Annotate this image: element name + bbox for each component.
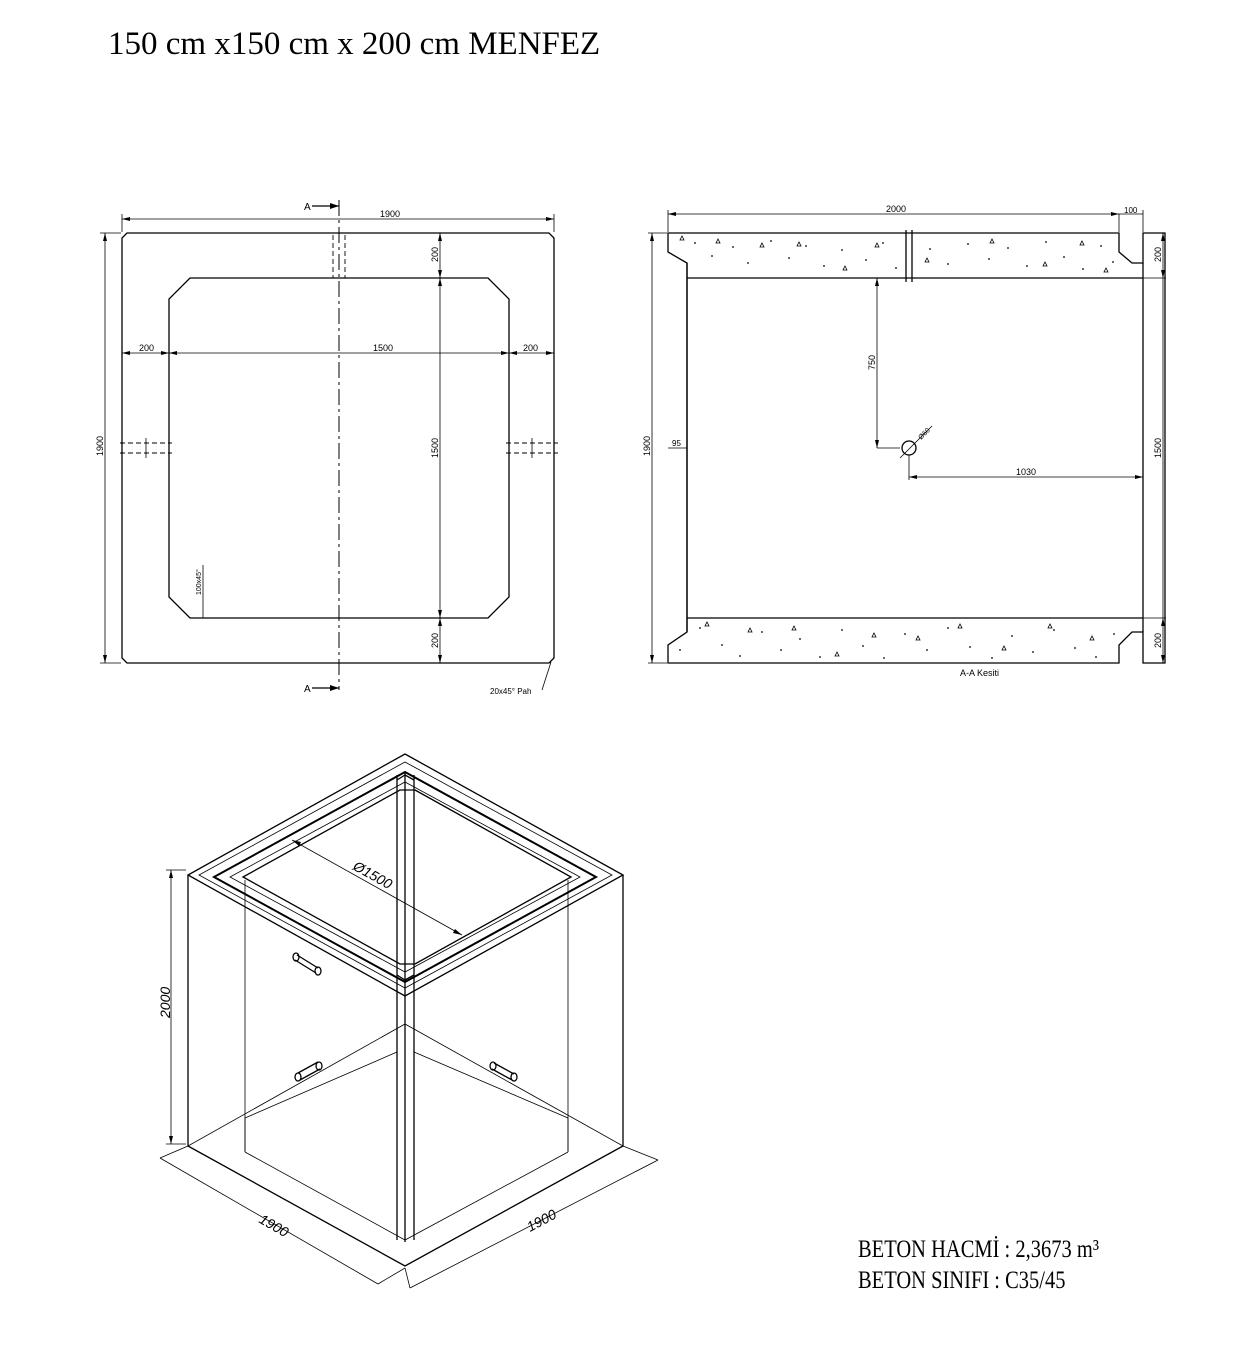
class-row xyxy=(858,1265,1099,1296)
section-dim-height xyxy=(642,233,687,663)
section-marker-top xyxy=(304,202,339,213)
iso-view xyxy=(157,754,658,1288)
section-dim-length xyxy=(668,204,1143,232)
drawing-title: 150 cm x150 cm x 200 cm MENFEZ xyxy=(108,26,601,62)
svg-text:1900: 1900 xyxy=(256,1210,292,1241)
svg-text:1030: 1030 xyxy=(1016,467,1037,477)
plan-right-hole xyxy=(506,438,558,458)
concrete-hatch-bottom xyxy=(679,622,1115,659)
concrete-hatch-top xyxy=(680,236,1114,272)
svg-text:200: 200 xyxy=(139,343,155,353)
plan-dim-horizontal-row xyxy=(122,343,554,355)
svg-text:200: 200 xyxy=(430,246,440,262)
svg-text:1500: 1500 xyxy=(1153,437,1163,458)
svg-text:20x45° Pah: 20x45° Pah xyxy=(490,687,532,696)
plan-left-hole xyxy=(120,438,172,458)
svg-text:Ø60: Ø60 xyxy=(917,427,932,442)
svg-text:200: 200 xyxy=(523,343,539,353)
iso-dim-opening xyxy=(292,840,462,935)
section-view xyxy=(642,204,1166,678)
svg-text:2000: 2000 xyxy=(157,986,173,1018)
svg-text:1900: 1900 xyxy=(380,209,401,219)
volume-value: : 2,3673 m³ xyxy=(1004,1236,1099,1263)
svg-text:100: 100 xyxy=(1124,206,1138,215)
iso-corner-post-front xyxy=(397,772,414,1242)
plan-dim-chamfer-outer xyxy=(490,662,551,696)
section-hole-symbol xyxy=(900,426,932,458)
iso-opening xyxy=(243,790,571,964)
iso-lifting-pin-back xyxy=(293,953,321,975)
section-marker-label-top: A xyxy=(304,202,311,213)
volume-row xyxy=(858,1234,1099,1265)
svg-text:95: 95 xyxy=(672,439,681,448)
iso-dim-height xyxy=(157,870,186,1144)
plan-dim-vertical-column xyxy=(430,233,442,663)
section-marker-label-bottom: A xyxy=(304,684,311,695)
plan-dim-chamfer-inner xyxy=(195,565,203,618)
svg-text:1900: 1900 xyxy=(523,1205,559,1235)
svg-text:750: 750 xyxy=(867,354,877,370)
svg-text:200: 200 xyxy=(1153,632,1163,648)
svg-text:1900: 1900 xyxy=(642,435,652,456)
plan-dim-overall-height xyxy=(95,233,121,663)
svg-text:1900: 1900 xyxy=(95,435,105,456)
volume-label: BETON HACMİ xyxy=(858,1236,1000,1263)
svg-text:200: 200 xyxy=(1153,246,1163,262)
class-value: : C35/45 xyxy=(994,1267,1066,1294)
iso-dim-left-base xyxy=(160,1146,405,1284)
section-dim-right-column xyxy=(1143,233,1166,663)
section-dim-hole-height xyxy=(867,278,900,448)
iso-dim-right-base xyxy=(405,1146,658,1288)
section-top-slot xyxy=(906,230,912,282)
plan-view xyxy=(95,200,558,696)
svg-text:1500: 1500 xyxy=(430,437,440,458)
section-marker-bottom xyxy=(304,684,339,695)
section-caption: A-A Kesiti xyxy=(960,668,1000,678)
plan-dim-overall-width xyxy=(122,209,554,232)
svg-text:2000: 2000 xyxy=(886,204,907,214)
svg-text:Ø1500: Ø1500 xyxy=(350,857,396,893)
svg-text:100x45°: 100x45° xyxy=(196,569,203,595)
svg-text:200: 200 xyxy=(430,632,440,648)
section-dim-hole-offset xyxy=(909,455,1143,480)
class-label: BETON SINIFI xyxy=(858,1267,990,1294)
svg-text:1500: 1500 xyxy=(373,343,394,353)
iso-lifting-pin-right xyxy=(490,1062,517,1081)
plan-outer-outline xyxy=(122,233,554,663)
concrete-notes xyxy=(858,1234,1099,1296)
